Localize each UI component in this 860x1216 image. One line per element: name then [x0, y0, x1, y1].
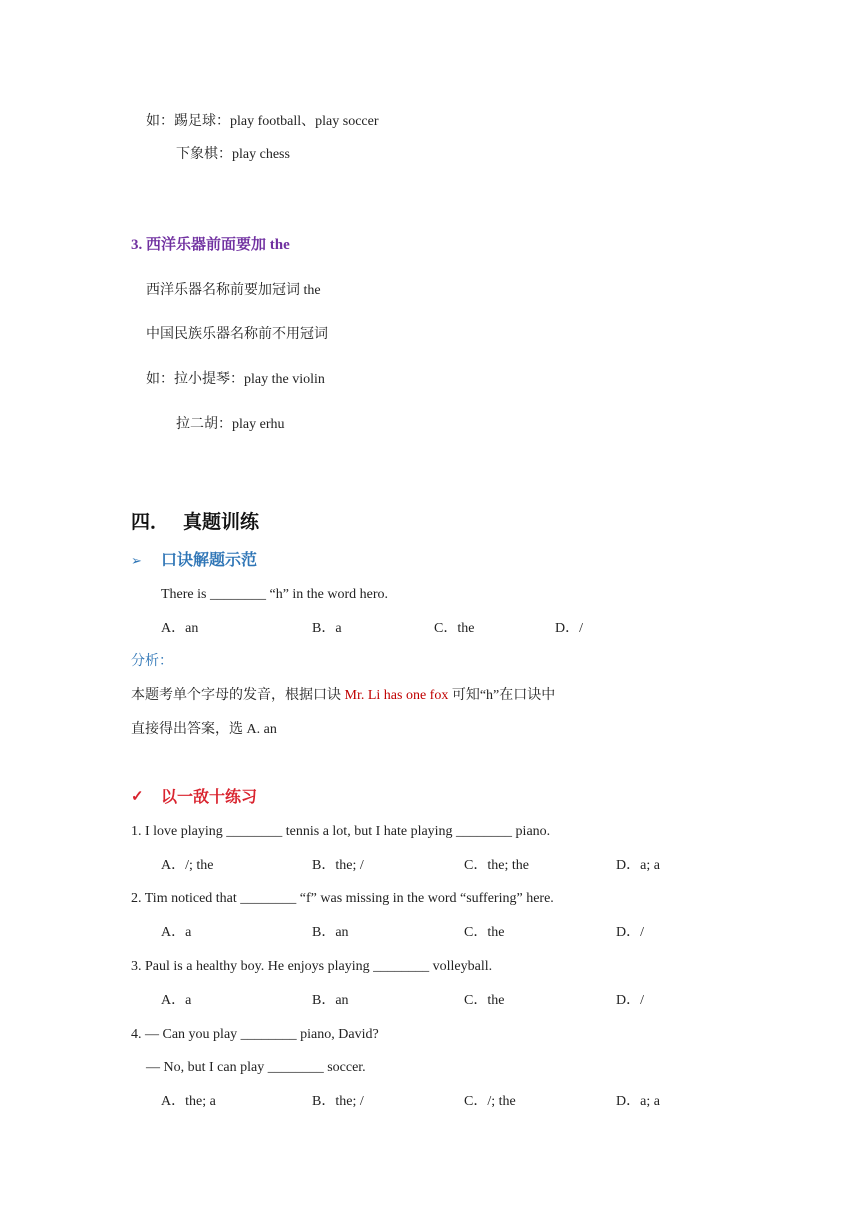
question-4-option-c: C．/; the: [464, 1094, 516, 1109]
question-1-option-d: D．a; a: [616, 858, 660, 873]
question-4-option-a: A．the; a: [161, 1094, 216, 1109]
question-2-option-c: C．the: [464, 925, 505, 940]
question-4-option-d: D．a; a: [616, 1094, 660, 1109]
instruments-rule-western: 西洋乐器名称前要加冠词 the: [146, 283, 321, 298]
question-1-stem: 1. I love playing ________ tennis a lot, but I hate playing ________ piano.: [131, 824, 551, 839]
question-4-stem-reply: — No, but I can play ________ soccer.: [146, 1060, 366, 1075]
question-2-stem: 2. Tim noticed that ________ “f” was missing in the word “suffering” here.: [131, 891, 554, 906]
question-3-option-a: A．a: [161, 993, 192, 1008]
instruments-example-violin: 如：拉小提琴：play the violin: [146, 372, 325, 387]
question-3-option-c: C．the: [464, 993, 505, 1008]
instruments-example-erhu: 拉二胡：play erhu: [176, 417, 285, 432]
demo-question: There is ________ “h” in the word hero.: [161, 587, 389, 602]
demo-option-a: A．an: [161, 621, 199, 636]
question-3-option-b: B．an: [312, 993, 349, 1008]
section-number: 四．: [131, 511, 170, 533]
demo-heading: 口诀解题示范: [161, 550, 258, 569]
analysis-label: 分析：: [131, 654, 173, 669]
question-2-option-d: D．/: [616, 925, 644, 940]
demo-option-b: B．a: [312, 621, 342, 636]
section-title: 真题训练: [183, 511, 260, 533]
arrow-bullet-icon: ➢: [131, 553, 142, 568]
question-3-option-d: D．/: [616, 993, 644, 1008]
question-2-option-b: B．an: [312, 925, 349, 940]
question-1-option-b: B．the; /: [312, 858, 364, 873]
practice-heading: 以一敌十练习: [161, 787, 258, 806]
analysis-line1: [131, 687, 555, 705]
analysis-line1-before: 本题考单个字母的发音，根据口诀: [131, 688, 345, 703]
instruments-rule-chinese: 中国民族乐器名称前不用冠词: [146, 327, 328, 342]
question-4-option-b: B．the; /: [312, 1094, 364, 1109]
analysis-line2: 直接得出答案，选 A. an: [131, 722, 277, 737]
sports-example-line2: 下象棋：play chess: [176, 147, 290, 162]
analysis-line1-after: 可知“h”在口诀中: [448, 688, 556, 703]
sports-example-line1: 如：踢足球：play football、play soccer: [146, 114, 379, 129]
question-1-option-c: C．the; the: [464, 858, 529, 873]
question-3-stem: 3. Paul is a healthy boy. He enjoys playing ________ volleyball.: [131, 959, 493, 974]
instruments-heading: 3. 西洋乐器前面要加 the: [131, 237, 290, 253]
question-4-stem: 4. — Can you play ________ piano, David?: [131, 1027, 379, 1042]
question-1-option-a: A．/; the: [161, 858, 214, 873]
check-mark-icon: ✓: [131, 789, 144, 805]
question-2-option-a: A．a: [161, 925, 192, 940]
demo-option-d: D．/: [555, 621, 583, 636]
analysis-mnemonic: Mr. Li has one fox: [344, 688, 449, 703]
demo-option-c: C．the: [434, 621, 475, 636]
